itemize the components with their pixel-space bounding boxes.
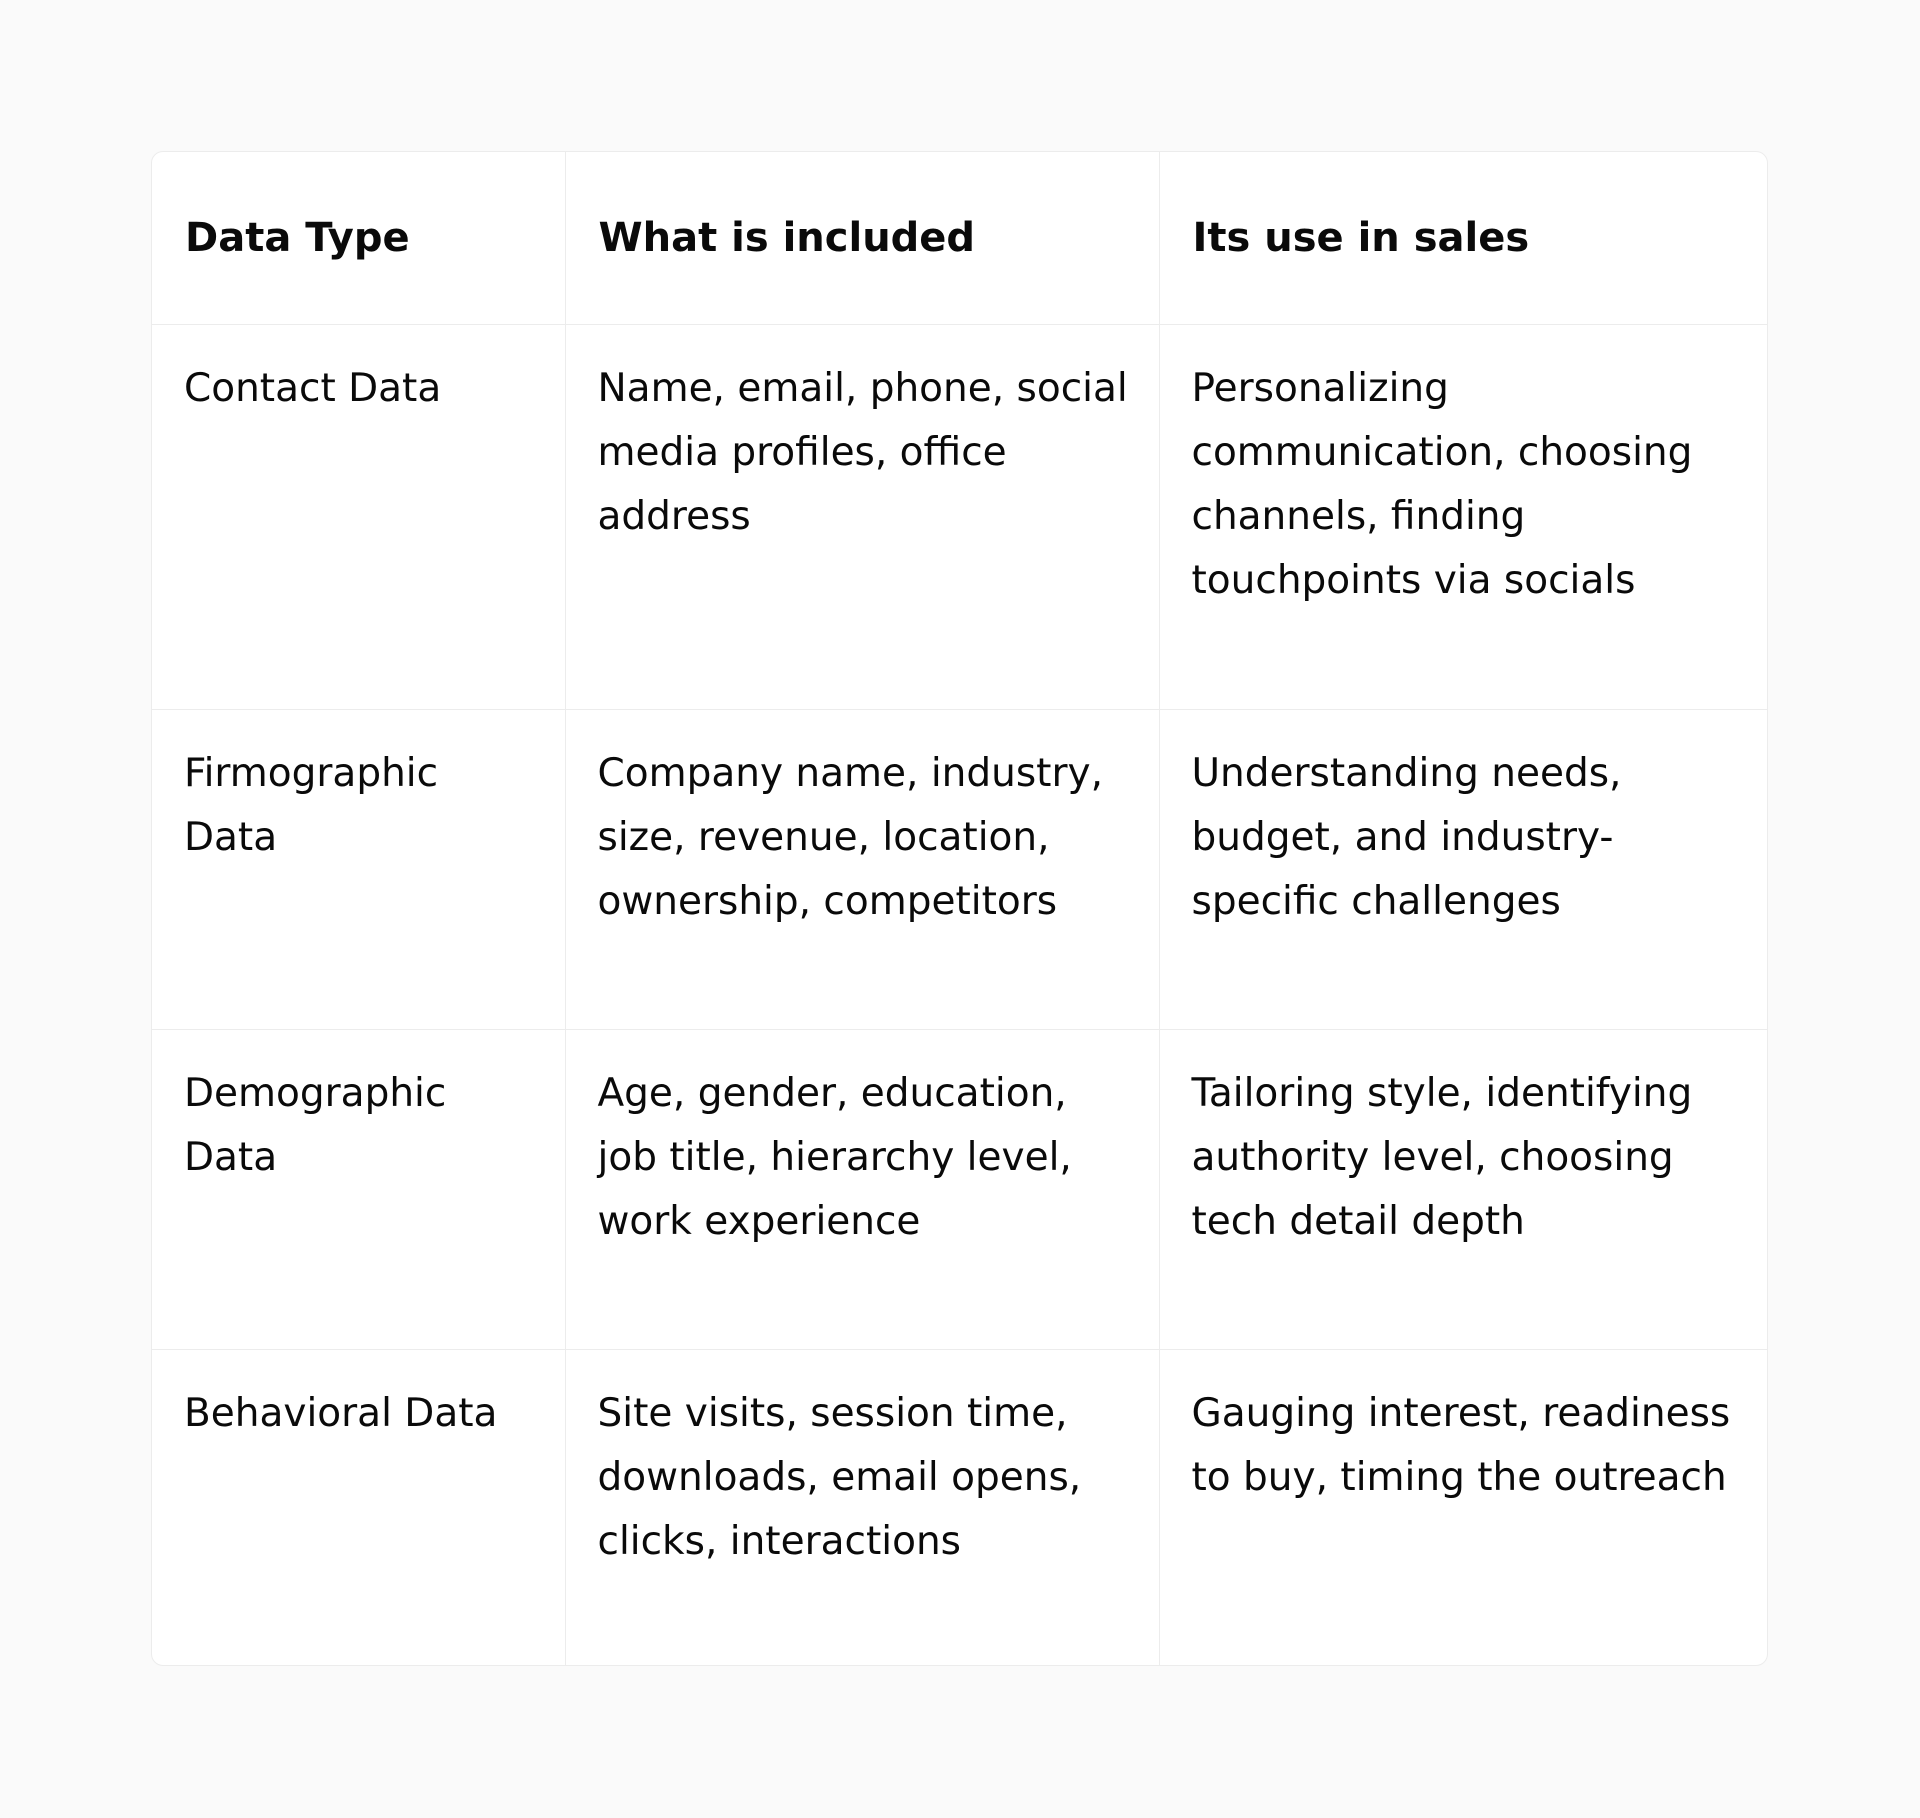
cell-use-in-sales: Understanding needs, budget, and industry-specific challenges: [1159, 709, 1768, 1029]
table-row: [152, 709, 1768, 1029]
table-row: [152, 1029, 1768, 1349]
table-header-row: [152, 152, 1768, 324]
cell-use-in-sales: Personalizing communication, choosing channels, finding touchpoints via socials: [1159, 324, 1768, 709]
header-data-type: Data Type: [152, 152, 565, 324]
cell-use-in-sales: Tailoring style, identifying authority level, choosing tech detail depth: [1159, 1029, 1768, 1349]
cell-data-type: Behavioral Data: [152, 1349, 565, 1666]
cell-what-is-included: Name, email, phone, social media profiles, office address: [565, 324, 1159, 709]
cell-what-is-included: Company name, industry, size, revenue, location, ownership, competitors: [565, 709, 1159, 1029]
cell-data-type: Contact Data: [152, 324, 565, 709]
cell-what-is-included: Site visits, session time, downloads, email opens, clicks, interactions: [565, 1349, 1159, 1666]
cell-data-type: Demographic Data: [152, 1029, 565, 1349]
header-what-is-included: What is included: [565, 152, 1159, 324]
cell-use-in-sales: Gauging interest, readiness to buy, timing the outreach: [1191, 1390, 1731, 1500]
table-row: [152, 1349, 1768, 1666]
table-row: [152, 324, 1768, 709]
header-use-in-sales: Its use in sales: [1159, 152, 1768, 324]
data-types-table: [152, 152, 1768, 1666]
cell-what-is-included: Age, gender, education, job title, hierarchy level, work experience: [565, 1029, 1159, 1349]
cell-data-type: Firmographic Data: [152, 709, 565, 1029]
data-types-table-card: [151, 151, 1768, 1666]
